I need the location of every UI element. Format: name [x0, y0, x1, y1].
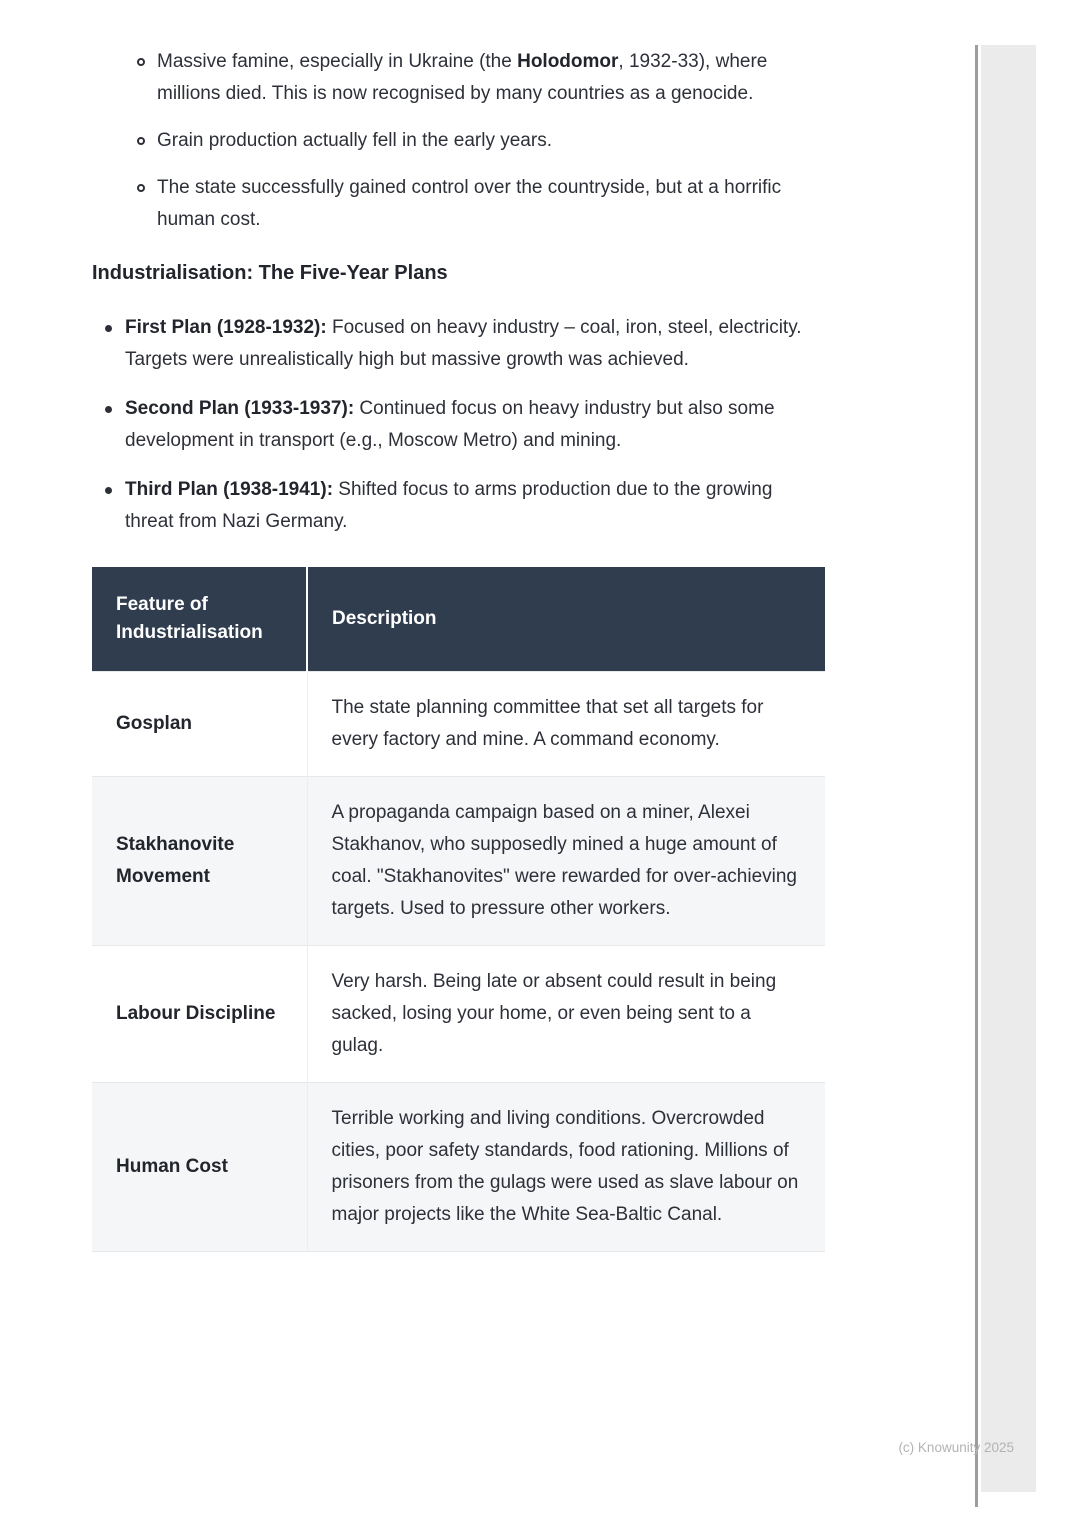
- section-heading: Industrialisation: The Five-Year Plans: [92, 262, 448, 284]
- list-item-text: [157, 46, 825, 110]
- hollow-bullet-icon: [137, 137, 145, 145]
- description-cell: Terrible working and living conditions. Overcrowded cities, poor safety standards, food rationing. Millions of prisoners from the gulags were used as slave labour on major projects like the White Sea-Baltic Canal.: [307, 1083, 825, 1252]
- list-item: [92, 474, 825, 538]
- feature-cell: Gosplan: [92, 672, 307, 777]
- plan-title: Second Plan (1933-1937):: [125, 398, 355, 419]
- hollow-bullet-icon: [137, 58, 145, 66]
- description-cell: The state planning committee that set all targets for every factory and mine. A command economy.: [307, 672, 825, 777]
- five-year-plans-list: [92, 312, 825, 538]
- bold-term: Holodomor: [517, 51, 619, 72]
- page-edge-line: [975, 45, 978, 1507]
- solid-bullet-icon: [105, 406, 112, 413]
- industrialisation-table: [92, 567, 825, 1252]
- list-item: [92, 46, 825, 110]
- list-item-text: [125, 474, 825, 538]
- text-segment: Focused on heavy industry – coal, iron, steel, electricity. Targets were unrealistically high but massive growth was achieved.: [125, 317, 802, 370]
- solid-bullet-icon: [105, 325, 112, 332]
- scrollbar-track[interactable]: [981, 45, 1036, 1492]
- list-item-text: [125, 312, 825, 376]
- table-row: [92, 1083, 825, 1252]
- list-item-text: [125, 393, 825, 457]
- plan-title: Third Plan (1938-1941):: [125, 479, 334, 500]
- column-header-feature: Feature of Industrialisation: [92, 567, 307, 672]
- feature-cell: Human Cost: [92, 1083, 307, 1252]
- list-item: [92, 312, 825, 376]
- list-item: [92, 125, 825, 157]
- table-row: [92, 777, 825, 946]
- copyright-watermark: (c) Knowunity 2025: [898, 1440, 1014, 1455]
- table-header-row: [92, 567, 825, 672]
- description-cell: A propaganda campaign based on a miner, Alexei Stakhanov, who supposedly mined a huge amount of coal. "Stakhanovites" were rewarded for over-achieving targets. Used to pressure other workers.: [307, 777, 825, 946]
- table-row: [92, 946, 825, 1083]
- table-row: [92, 672, 825, 777]
- feature-cell: Labour Discipline: [92, 946, 307, 1083]
- column-header-description: Description: [307, 567, 825, 672]
- text-segment: Shifted focus to arms production due to the growing threat from Nazi Germany.: [125, 479, 773, 532]
- description-cell: Very harsh. Being late or absent could result in being sacked, losing your home, or even being sent to a gulag.: [307, 946, 825, 1083]
- solid-bullet-icon: [105, 487, 112, 494]
- feature-cell: Stakhanovite Movement: [92, 777, 307, 946]
- list-item: [92, 393, 825, 457]
- document-content: [92, 46, 825, 1252]
- list-item: [92, 172, 825, 236]
- text-segment: , 1932-33), where millions died. This is now recognised by many countries as a genocide.: [157, 51, 768, 104]
- list-item-text: The state successfully gained control over the countryside, but at a horrific human cost.: [157, 177, 782, 230]
- text-segment: Massive famine, especially in Ukraine (the: [157, 51, 518, 72]
- text-segment: Continued focus on heavy industry but also some development in transport (e.g., Moscow Metro) and mining.: [125, 398, 775, 451]
- collectivisation-effects-list: [92, 46, 825, 236]
- plan-title: First Plan (1928-1932):: [125, 317, 327, 338]
- list-item-text: Grain production actually fell in the early years.: [157, 130, 552, 151]
- hollow-bullet-icon: [137, 184, 145, 192]
